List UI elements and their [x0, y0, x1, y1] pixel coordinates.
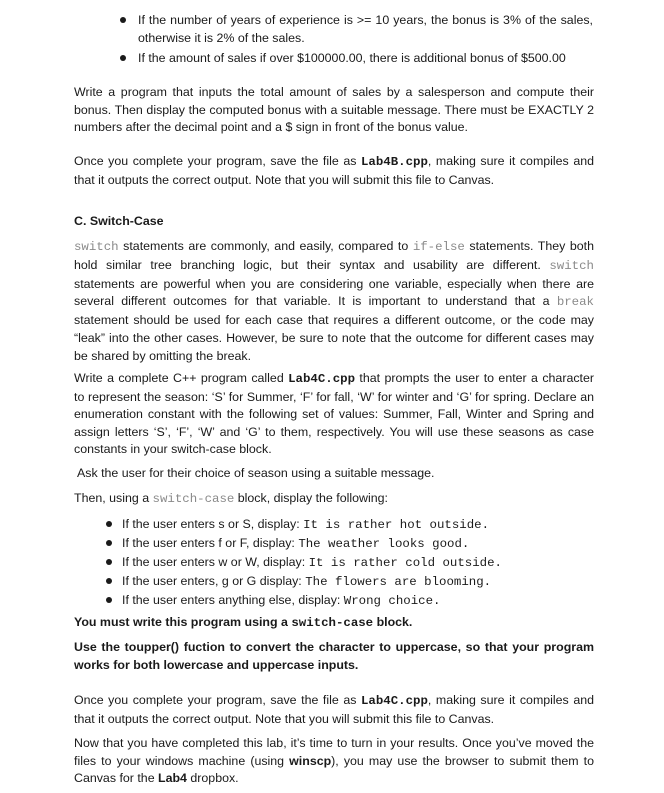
bonus-rule-2: If the amount of sales if over $100000.00, there is additional bonus of $500.00 — [138, 51, 566, 65]
code-if-else: if-else — [412, 240, 465, 254]
file-name-lab4b: Lab4B.cpp — [360, 155, 428, 169]
bullet-dot — [106, 559, 112, 565]
switch-intro-paragraph: switch statements are commonly, and easily, compared to if-else statements. They both hold similar tree branching logic, but their syntax and usability are different. switch statements are powerful when you are considering one variable, especially when there are several different outcomes for that variable. It is important to understand that a break statement should be used for each case that requires a different outcome, or the code may “leak” into the other cases. However, be sure to note that the outcome for different cases may be shared by omitting the break. — [74, 239, 595, 363]
bullet-dot — [120, 17, 126, 23]
submission-paragraph: Now that you have completed this lab, it’s time to turn in your results. Once you’ve moved the files to your windows machine (using winscp), you may use the browser to submit them to Canvas for the Lab4 dropbox. — [74, 736, 594, 786]
bullet-dot — [106, 597, 112, 603]
code-switch: switch — [549, 258, 594, 273]
bullet-dot — [106, 578, 112, 584]
case-item: If the user enters s or S, display: It is rather hot outside. — [122, 517, 490, 532]
code-switch-case: switch-case — [152, 492, 235, 506]
must-switch-case-note: You must write this program using a switch-case block. — [74, 615, 413, 630]
file-name-lab4c: Lab4C.cpp — [288, 372, 356, 386]
part-c-save-note: Once you complete your program, save the file as Lab4C.cpp, making sure it compiles and that it outputs the correct output. Note that you will submit this file to Canvas. — [74, 693, 594, 726]
code-break: break — [556, 295, 594, 310]
toupper-note: Use the toupper() fuction to convert the character to uppercase, so that your program works for both lowercase and uppercase inputs. — [74, 640, 594, 672]
case-output: It is rather hot outside. — [303, 518, 490, 532]
winscp-term: winscp — [289, 753, 332, 768]
case-item: If the user enters w or W, display: It is rather cold outside. — [122, 555, 502, 570]
case-item: If the user enters f or F, display: The weather looks good. — [122, 536, 470, 551]
bullet-dot — [106, 540, 112, 546]
case-output: Wrong choice. — [343, 594, 441, 608]
case-output: It is rather cold outside. — [308, 556, 502, 570]
section-heading-c: C. Switch-Case — [74, 214, 164, 228]
ask-user-line: Ask the user for their choice of season using a suitable message. — [77, 466, 435, 480]
bonus-rule-1: If the number of years of experience is >= 10 years, the bonus is 3% of the sales, otherwise it is 2% of the sales. — [138, 13, 593, 45]
bullet-dot — [120, 55, 126, 61]
case-item: If the user enters, g or G display: The flowers are blooming. — [122, 574, 492, 589]
file-name-lab4c: Lab4C.cpp — [360, 694, 428, 708]
case-output: The weather looks good. — [298, 537, 470, 551]
code-switch-case: switch-case — [291, 616, 374, 630]
case-item: If the user enters anything else, display: Wrong choice. — [122, 593, 441, 608]
part-b-save-note: Once you complete your program, save the file as Lab4B.cpp, making sure it compiles and that it outputs the correct output. Note that you will submit this file to Canvas. — [74, 154, 594, 187]
part-b-instructions: Write a program that inputs the total amount of sales by a salesperson and compute their bonus. Then display the computed bonus with a suitable message. There must be EXACTLY 2 numbers after the decimal point and a $ sign in front of the bonus value. — [74, 85, 594, 135]
case-output: The flowers are blooming. — [305, 575, 492, 589]
code-switch: switch — [74, 240, 119, 254]
then-display-line: Then, using a switch-case block, display the following: — [74, 491, 388, 506]
lab4-dropbox-name: Lab4 — [158, 771, 187, 786]
task-paragraph: Write a complete C++ program called Lab4C.cpp that prompts the user to enter a character to represent the season: ‘S’ for Summer, ‘F’ for fall, ‘W’ for winter and ‘G’ for spring. Declare an enumeration constant with the following set of values: Summer, Fall, Winter and Spring and assign letters ‘S’, ‘F’, ‘W’ and ‘G’ to them, respectively. You will use these seasons as case constants in your switch-case block. — [74, 371, 594, 457]
bullet-dot — [106, 521, 112, 527]
